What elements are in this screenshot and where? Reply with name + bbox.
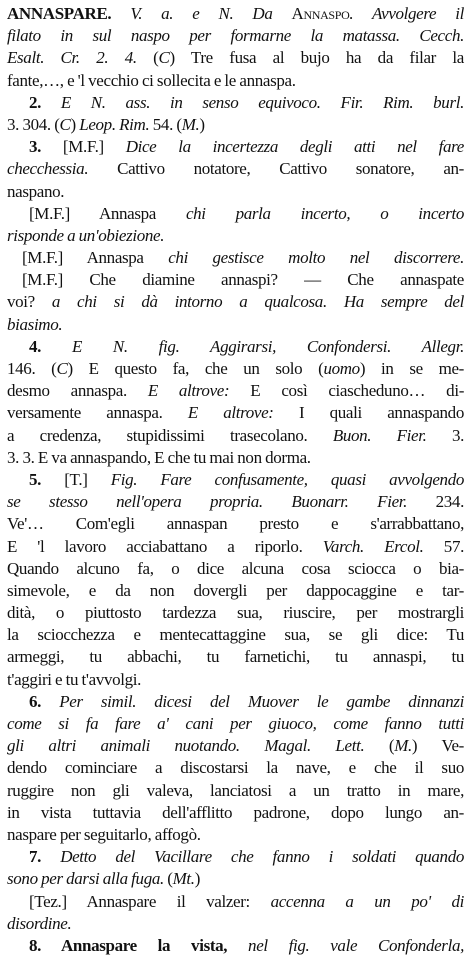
text-line — [7, 757, 464, 779]
text-segment: Varch. Ercol. — [322, 536, 424, 556]
text-segment: . Avvolgere il — [349, 4, 464, 23]
text-segment: accenna a un po' di — [270, 891, 464, 911]
text-segment: chi gestisce molto nel discorrere. — [168, 248, 464, 268]
text-segment: E altrove: — [147, 381, 230, 401]
text-segment: simevole, e da non dovergli per dappocaggine e tar- — [7, 580, 464, 600]
text-line — [7, 491, 464, 513]
text-line — [7, 25, 464, 47]
text-line — [7, 935, 464, 957]
text-segment: Dice la incertezza degli atti nel fare — [125, 137, 464, 157]
text-segment: gli altri animali nuotando. Magal. Lett. — [7, 736, 365, 756]
text-segment: 6. — [29, 691, 60, 711]
text-segment: ) — [199, 114, 205, 134]
text-segment: checchessia. — [7, 159, 89, 179]
text-segment: ( — [136, 48, 159, 68]
text-segment: ANNASPARE. — [7, 4, 131, 23]
text-segment: ) Ve- — [411, 736, 464, 756]
text-segment: [T.] — [64, 469, 111, 489]
text-segment: E N. ass. in senso equivoco. Fir. Rim. burl. — [60, 92, 464, 112]
text-segment: E altrove: — [187, 403, 274, 423]
dictionary-entry-annaspare — [7, 3, 464, 957]
text-segment: 7. — [29, 847, 61, 867]
text-segment: 5. — [29, 469, 65, 489]
text-segment: Fig. Fare confusamente, quasi avvolgendo — [110, 469, 464, 489]
text-line — [7, 181, 464, 203]
text-segment: Ve'… Com'egli annaspan presto e s'arrabbattano, — [7, 514, 464, 534]
text-segment: naspano. — [7, 181, 65, 201]
text-segment: C — [158, 48, 170, 68]
text-line — [7, 447, 464, 469]
text-segment: ) in se me- — [359, 359, 464, 378]
text-segment: M. — [181, 114, 200, 134]
text-line — [7, 402, 464, 424]
text-segment: C — [59, 114, 71, 134]
text-line — [7, 380, 464, 402]
text-segment: ( — [364, 736, 395, 756]
text-segment: 2. — [29, 92, 61, 112]
text-line — [7, 846, 464, 868]
text-segment: chi parla incerto, o incerto — [185, 203, 464, 223]
text-segment: dità, o piuttosto tardezza sua, riuscire, per mostrargli — [7, 603, 464, 623]
text-line — [7, 913, 464, 935]
text-line — [7, 425, 464, 447]
text-line — [7, 469, 464, 491]
text-segment: Annaspo — [291, 4, 350, 23]
text-line — [7, 691, 464, 713]
text-segment: 3. — [426, 425, 465, 445]
text-segment: [M.F.] Annaspa — [29, 203, 186, 223]
text-segment: [M.F.] — [62, 137, 126, 157]
text-segment: 3. 304. ( — [7, 114, 60, 134]
text-segment: armeggi, tu abbachi, tu farnetichi, tu annaspi, tu — [7, 647, 464, 667]
text-segment: la sciocchezza e mentecattaggine sua, se gli dice: Tu — [7, 625, 464, 645]
text-segment: disordine. — [7, 913, 72, 933]
text-segment: [M.F.] Annaspa — [22, 248, 169, 268]
text-segment: come si fa fare a' cani per giuoco, come fanno tutti — [7, 714, 464, 733]
text-segment: nel fig. vale Confonderla, — [248, 935, 464, 955]
text-line — [7, 3, 464, 25]
text-line — [7, 247, 464, 269]
text-segment: 4. — [29, 336, 72, 356]
text-line — [7, 269, 464, 291]
text-segment: filato in sul naspo per formarne la matassa. Cecch. — [7, 26, 464, 46]
text-segment: 3. 3. E va annaspando, E che tu mai non dorma. — [7, 447, 311, 467]
text-segment: t'aggiri e tu t'avvolgi. — [7, 669, 142, 689]
text-line — [7, 336, 464, 358]
text-segment: ) E questo fa, che un solo ( — [67, 359, 324, 378]
text-line — [7, 158, 464, 180]
text-segment: E così ciascheduno… di- — [229, 381, 464, 401]
text-line — [7, 136, 464, 158]
text-line — [7, 868, 464, 890]
text-segment: M. — [394, 736, 412, 756]
text-line — [7, 92, 464, 114]
text-segment: I quali annaspando — [273, 403, 464, 423]
text-segment: 8. Annaspare la vista, — [29, 935, 249, 955]
text-segment: 3. — [29, 137, 63, 157]
text-segment: naspare per seguitarlo, affogò. — [7, 824, 201, 844]
text-line — [7, 580, 464, 602]
text-line — [7, 47, 464, 69]
text-line — [7, 713, 464, 735]
text-line — [7, 314, 464, 336]
text-line — [7, 114, 464, 136]
text-segment: [M.F.] Che diamine annaspi? — Che annaspate — [22, 270, 464, 290]
text-segment: ) — [194, 869, 201, 889]
text-segment: versamente annaspa. — [7, 403, 188, 423]
text-segment: sono per darsi alla fuga. — [7, 869, 164, 889]
text-segment: Buon. Fier. — [332, 425, 427, 445]
text-line — [7, 891, 464, 913]
text-line — [7, 780, 464, 802]
text-segment: Per simil. dicesi del Muover le gambe dinnanzi — [59, 691, 465, 711]
text-segment: 146. ( — [7, 359, 57, 378]
text-segment: Cattivo notatore, Cattivo sonatore, an- — [88, 159, 464, 179]
text-line — [7, 646, 464, 668]
text-line — [7, 536, 464, 558]
text-segment: 234. — [407, 492, 464, 512]
text-segment: 54. ( — [149, 114, 182, 134]
text-line — [7, 513, 464, 535]
text-segment: ) Tre fusa al bujo ha da filar la — [169, 48, 464, 68]
text-segment: in vista tuttavia dell'afflitto padrone, dopo lungo an- — [7, 802, 464, 822]
text-segment: ruggire non gli valeva, lanciatosi a un tratto in mare, — [7, 780, 464, 800]
text-segment: C — [56, 359, 68, 378]
text-line — [7, 802, 464, 824]
text-segment: fante,…, e 'l vecchio ci sollecita e le annaspa. — [7, 70, 296, 90]
text-segment: a chi si dà intorno a qualcosa. Ha sempre del — [51, 292, 464, 312]
text-line — [7, 558, 464, 580]
text-line — [7, 203, 464, 225]
text-segment: V. a. e N. Da — [130, 4, 292, 23]
text-segment: Quando alcuno fa, o dice alcuna cosa sciocca o bia- — [7, 558, 464, 578]
text-segment: uomo — [323, 359, 360, 378]
text-segment: a credenza, stupidissimi trasecolano. — [7, 425, 333, 445]
text-line — [7, 735, 464, 757]
text-segment: 57. — [423, 536, 464, 556]
text-line — [7, 624, 464, 646]
text-segment: se stesso nell'opera propria. Buonarr. Fier. — [7, 492, 408, 512]
text-segment: desmo annaspa. — [7, 381, 148, 401]
text-segment: [Tez.] Annaspare il valzer: — [29, 891, 271, 911]
text-segment: Mt. — [172, 869, 195, 889]
text-segment: voi? — [7, 292, 52, 312]
text-segment: risponde a un'obiezione. — [7, 225, 165, 245]
text-line — [7, 70, 464, 92]
text-line — [7, 669, 464, 691]
text-segment: ( — [163, 869, 173, 889]
text-line — [7, 291, 464, 313]
text-line — [7, 358, 464, 380]
text-line — [7, 602, 464, 624]
text-segment: E N. fig. Aggirarsi, Confondersi. Allegr. — [71, 336, 464, 356]
text-segment: Esalt. Cr. 2. 4. — [7, 48, 137, 68]
text-segment: E 'l lavoro acciabattano a riporlo. — [7, 536, 323, 556]
text-segment: Detto del Vacillare che fanno i soldati quando — [60, 847, 465, 867]
text-segment: Leop. Rim. — [79, 114, 150, 134]
text-line — [7, 824, 464, 846]
text-line — [7, 225, 464, 247]
text-segment: ) — [70, 114, 80, 134]
text-segment: dendo cominciare a discostarsi la nave, e che il suo — [7, 758, 464, 778]
text-segment: biasimo. — [7, 314, 63, 334]
